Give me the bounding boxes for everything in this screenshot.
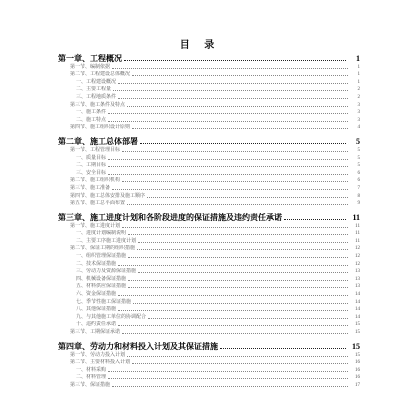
toc-leader-dots: [127, 204, 348, 205]
toc-entry[interactable]: [58, 374, 360, 382]
toc-page-number: 6: [357, 178, 360, 184]
toc-entry-text: 十、违约责任承诺: [76, 322, 117, 328]
toc-entry-text: 第一章、工程概况: [58, 54, 122, 63]
toc-leader-dots: [113, 90, 348, 91]
toc-leader-dots: [128, 257, 348, 258]
toc-entry-text: 第四节、施工总体安排及施工顺序: [70, 193, 146, 199]
toc-page-number: 9: [357, 201, 360, 207]
toc-leader-dots: [122, 181, 348, 182]
toc-leader-dots: [112, 189, 348, 190]
toc-entry-text: 第二节、主要材料投入计划: [70, 360, 131, 366]
toc-page-number: 4: [357, 125, 360, 131]
toc-page-number: 15: [355, 330, 360, 335]
toc-leader-dots: [127, 106, 348, 107]
toc-entry-text: 四、机械设备保证措施: [76, 276, 127, 282]
toc-entry-text: 第三节、施工条件及特点: [70, 102, 126, 108]
toc-entry[interactable]: [58, 290, 360, 298]
toc-entry-text: 一、质量目标: [76, 155, 107, 161]
toc-page-number: 13: [355, 276, 360, 282]
toc-page-number: 3: [357, 110, 360, 116]
toc-page-number: 1: [356, 54, 360, 63]
toc-leader-dots: [132, 128, 348, 129]
toc-entry[interactable]: [58, 124, 360, 132]
toc-entry[interactable]: [58, 200, 360, 208]
toc-leader-dots: [132, 75, 348, 76]
toc-entry[interactable]: [58, 146, 360, 154]
toc-chapter-entry[interactable]: [58, 211, 360, 222]
toc-entry[interactable]: [58, 162, 360, 170]
toc-entry-text: 一、进度计划编制说明: [76, 231, 127, 237]
toc-chapter-entry[interactable]: [58, 135, 360, 146]
toc-leader-dots: [284, 219, 346, 220]
toc-chapter-entry[interactable]: [58, 52, 360, 63]
toc-leader-dots: [108, 166, 348, 167]
toc-entry[interactable]: [58, 351, 360, 359]
toc-leader-dots: [108, 113, 348, 114]
toc-page-number: 5: [357, 147, 360, 153]
toc-entry-text: 二、工期目标: [76, 163, 107, 169]
toc-page-number: 5: [357, 163, 360, 169]
toc-page-number: 14: [355, 314, 360, 320]
toc-page-number: 16: [355, 367, 360, 373]
toc-entry-text: 三、安全目标: [76, 170, 107, 176]
toc-entry-text: 第一节、施工进度计划: [70, 223, 121, 229]
toc-leader-dots: [132, 363, 348, 364]
toc-page-number: 1: [357, 72, 360, 78]
toc-entry-text: 第一节、工程管理目标: [70, 147, 121, 153]
toc-leader-dots: [118, 325, 348, 326]
toc-page-number: 1: [357, 64, 360, 70]
toc-entry-text: 第三节、施工准备: [70, 185, 111, 191]
toc-entry-text: 一、材料采购: [76, 367, 107, 373]
toc-page-number: 3: [357, 102, 360, 108]
toc-leader-dots: [128, 234, 348, 235]
toc-entry[interactable]: [58, 252, 360, 260]
toc-leader-dots: [128, 287, 348, 288]
toc-leader-dots: [108, 159, 348, 160]
toc-entry-text: 二、主要工序施工进度计划: [76, 238, 137, 244]
toc-page-number: 15: [352, 342, 360, 351]
toc-page-number: 12: [355, 254, 360, 260]
toc-page-number: 15: [355, 352, 360, 358]
toc-entry-text: 第二章、施工总体部署: [58, 137, 138, 147]
toc-page-number: 11: [355, 231, 360, 237]
toc-leader-dots: [124, 60, 346, 61]
toc-entry[interactable]: [58, 230, 360, 238]
toc-leader-dots: [122, 227, 348, 228]
toc-entry[interactable]: [58, 177, 360, 185]
toc-entry-text: 第二节、工程建设总体概况: [70, 72, 131, 78]
toc-page-number: 14: [355, 307, 360, 313]
toc-entry[interactable]: [58, 245, 360, 253]
toc-entry[interactable]: [58, 169, 360, 177]
toc-page-number: 16: [355, 375, 360, 381]
toc-entry[interactable]: [58, 275, 360, 283]
toc-entry-text: 一、组织管理保证措施: [76, 254, 127, 260]
toc-entry-text: 三、劳动力及资源保证措施: [76, 269, 137, 275]
toc-page-number: 6: [357, 170, 360, 176]
table-of-contents: [58, 52, 360, 389]
toc-entry[interactable]: [58, 366, 360, 374]
toc-entry[interactable]: [58, 71, 360, 79]
toc-entry[interactable]: [58, 93, 360, 101]
toc-leader-dots: [127, 356, 348, 357]
toc-entry-text: 一、工程建设概况: [76, 79, 117, 85]
toc-page-number: 13: [355, 284, 360, 290]
toc-leader-dots: [118, 83, 348, 84]
toc-leader-dots: [108, 174, 348, 175]
toc-chapter-entry[interactable]: [58, 340, 360, 351]
toc-entry-text: 第一节、编制依据: [70, 64, 111, 70]
toc-entry[interactable]: [58, 260, 360, 268]
toc-entry[interactable]: [58, 306, 360, 314]
toc-page-number: 11: [352, 213, 360, 223]
toc-entry-text: 二、主要工程量: [76, 87, 112, 93]
toc-leader-dots: [137, 249, 348, 250]
toc-entry[interactable]: [58, 298, 360, 306]
toc-entry-text: 第四节、施工组织设计原则: [70, 125, 131, 131]
toc-page-number: 11: [355, 238, 360, 244]
toc-entry-text: 三、工程地质条件: [76, 94, 117, 100]
toc-leader-dots: [148, 318, 348, 319]
toc-page-number: 12: [355, 246, 360, 252]
toc-entry[interactable]: [58, 78, 360, 86]
toc-page-number: 14: [355, 299, 360, 305]
toc-page-number: 2: [357, 94, 360, 100]
toc-leader-dots: [112, 68, 348, 69]
toc-page-number: 14: [355, 292, 360, 298]
toc-entry[interactable]: [58, 313, 360, 321]
toc-entry-text: 二、技术保证措施: [76, 261, 117, 267]
toc-entry-text: 第三章、施工进度计划和各阶段进度的保证措施及违约责任承诺: [58, 213, 282, 223]
toc-entry[interactable]: [58, 184, 360, 192]
toc-page-number: 8: [357, 193, 360, 199]
toc-leader-dots: [122, 151, 348, 152]
toc-leader-dots: [118, 310, 348, 311]
toc-entry-text: 第二节、保证工期的组织措施: [70, 246, 136, 252]
toc-leader-dots: [140, 143, 346, 144]
toc-entry-text: 七、季节性施工保证措施: [76, 299, 132, 305]
toc-entry[interactable]: [58, 328, 360, 336]
toc-entry-text: 一、施工条件: [76, 110, 107, 116]
toc-entry-text: 九、与其他施工单位的协调配合: [76, 314, 147, 320]
toc-leader-dots: [108, 121, 348, 122]
toc-entry[interactable]: [58, 109, 360, 117]
toc-page-number: 1: [357, 79, 360, 85]
toc-entry-text: 八、其他保证措施: [76, 307, 117, 313]
toc-page-number: 11: [355, 223, 360, 229]
toc-leader-dots: [147, 197, 348, 198]
toc-page-number: 3: [357, 117, 360, 123]
toc-leader-dots: [108, 371, 348, 372]
toc-entry[interactable]: [58, 63, 360, 71]
toc-leader-dots: [128, 280, 348, 281]
toc-entry[interactable]: [58, 192, 360, 200]
toc-leader-dots: [108, 378, 348, 379]
toc-entry-text: 二、材料管理: [76, 375, 107, 381]
toc-leader-dots: [118, 98, 348, 99]
toc-entry-text: 第一节、劳动力投入计划: [70, 352, 126, 358]
toc-leader-dots: [138, 242, 348, 243]
toc-entry-text: 第三节、保证措施: [70, 382, 111, 388]
toc-entry-text: 五、材料供应保证措施: [76, 284, 127, 290]
toc-page-number: 2: [357, 87, 360, 93]
toc-page-number: 17: [355, 382, 360, 388]
toc-page-number: 13: [355, 269, 360, 275]
toc-leader-dots: [133, 303, 348, 304]
toc-entry[interactable]: [58, 381, 360, 389]
toc-entry-text: 二、施工特点: [76, 117, 107, 123]
toc-entry[interactable]: [58, 116, 360, 124]
toc-leader-dots: [118, 295, 348, 296]
toc-entry-text: 第三节、工期保证承诺: [70, 330, 121, 335]
toc-page-number: 15: [355, 322, 360, 328]
toc-entry[interactable]: [58, 86, 360, 94]
toc-entry-text: 第五节、施工总平面布置: [70, 201, 126, 207]
toc-entry-text: 六、资金保证措施: [76, 292, 117, 298]
toc-entry-text: 第二节、施工组织机构: [70, 178, 121, 184]
toc-leader-dots: [118, 265, 348, 266]
toc-page-number: 16: [355, 360, 360, 366]
toc-entry[interactable]: [58, 101, 360, 109]
toc-entry[interactable]: [58, 359, 360, 367]
toc-entry[interactable]: [58, 154, 360, 162]
toc-leader-dots: [122, 333, 348, 334]
toc-page-number: 12: [355, 261, 360, 267]
toc-leader-dots: [112, 386, 348, 387]
toc-leader-dots: [220, 348, 346, 349]
toc-entry[interactable]: [58, 222, 360, 230]
toc-entry[interactable]: [58, 283, 360, 291]
toc-entry[interactable]: [58, 268, 360, 276]
toc-entry-text: 第四章、劳动力和材料投入计划及其保证措施: [58, 342, 218, 351]
toc-page-number: 5: [356, 137, 360, 147]
toc-entry[interactable]: [58, 321, 360, 329]
toc-title: 目 录: [179, 40, 221, 51]
toc-page-number: 5: [357, 155, 360, 161]
toc-entry[interactable]: [58, 237, 360, 245]
toc-leader-dots: [138, 272, 348, 273]
toc-page-number: 7: [357, 185, 360, 191]
